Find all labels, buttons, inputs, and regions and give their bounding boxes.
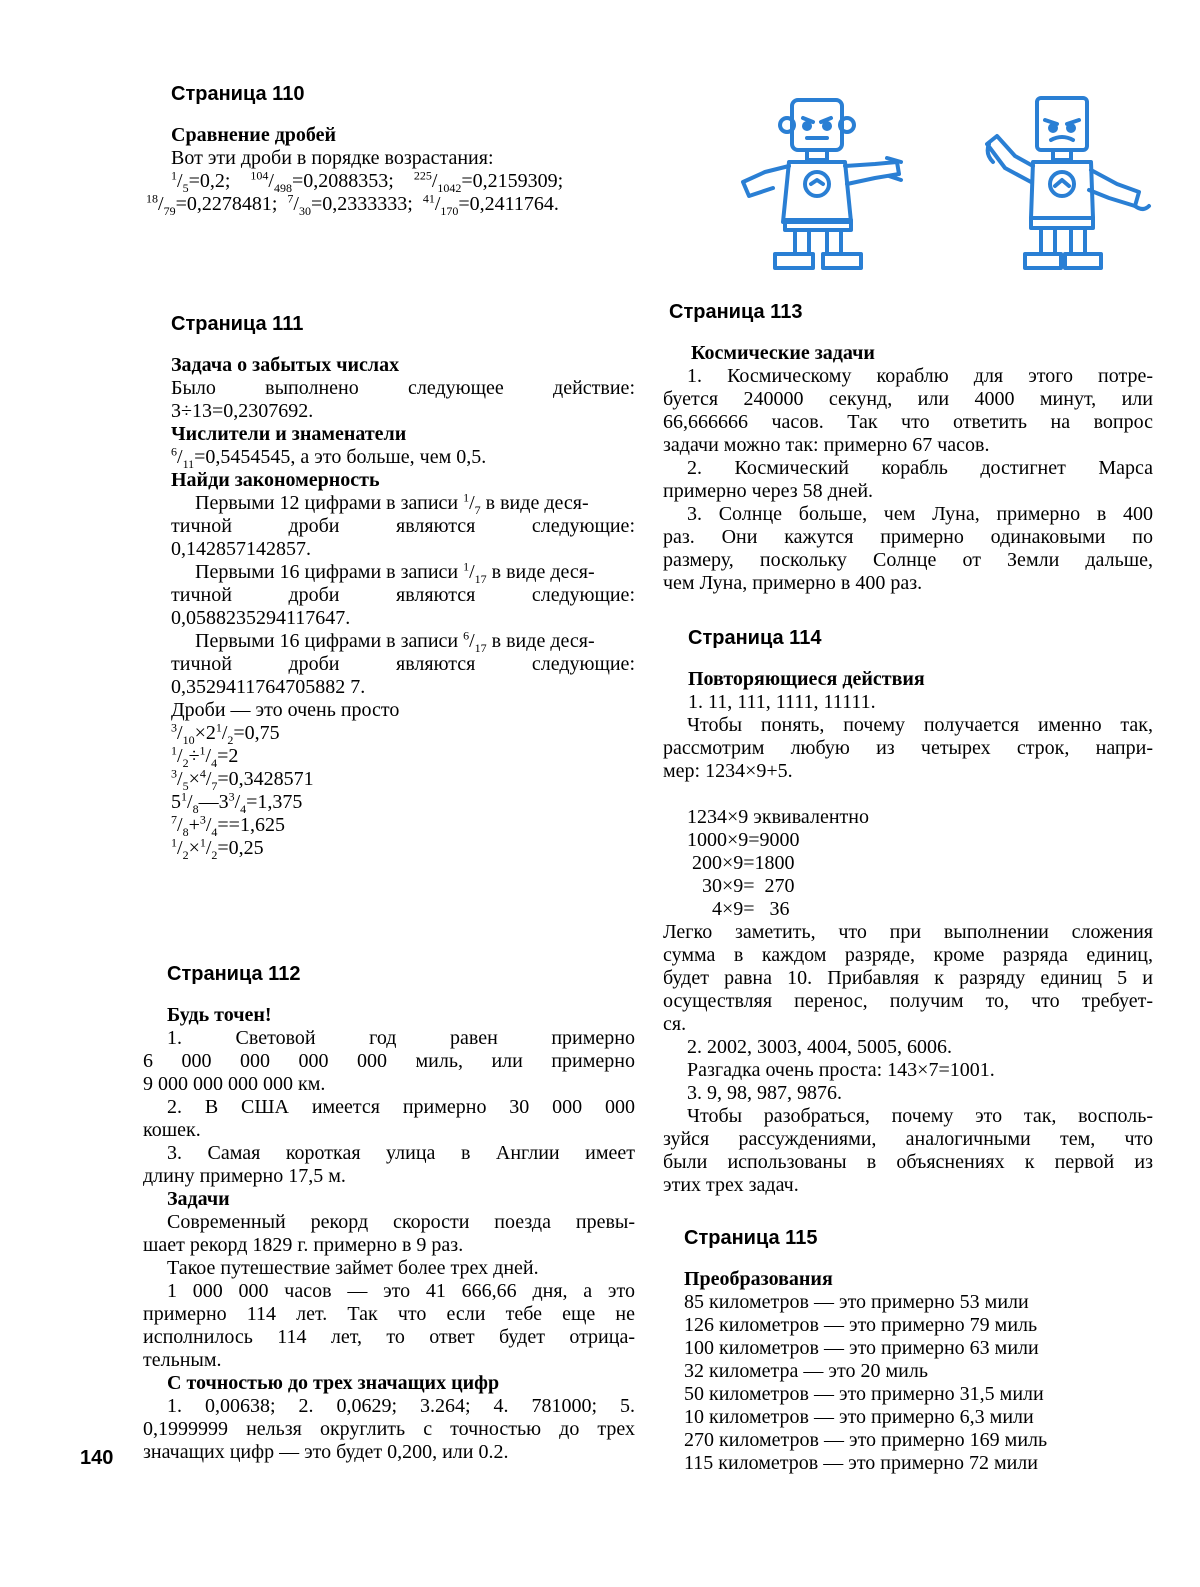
page-114-r3d: осуществляя перенос, получим то, что требует- xyxy=(663,990,1153,1012)
page-111-text-1b: 3÷13=0,2307692. xyxy=(171,400,314,422)
page-113-subheading: Космические задачи xyxy=(691,342,875,364)
page-112-task-3c: исполнилось 114 лет, то ответ будет отрица- xyxy=(143,1326,635,1348)
page-110-subheading: Сравнение дробей xyxy=(171,124,337,146)
fraction-line-1: $^1/_5=0,2$; $^{104}/_{498}=0,2088353$; $^{225}/_{1042}=0,2159309$; xyxy=(171,168,564,195)
section-page-112 xyxy=(143,962,635,1464)
robot-illustration-left xyxy=(735,92,905,274)
page-112-heading: Страница 112 xyxy=(167,963,301,985)
pattern-1-line-3: 0,142857142857. xyxy=(171,538,311,560)
page-112-item-3a: 3. Самая короткая улица в Англии имеет xyxy=(167,1142,635,1164)
list-item: 100 километров — это примерно 63 мили xyxy=(684,1337,1039,1359)
left-column xyxy=(143,82,635,1463)
page-112-subheading-3: С точностью до трех значащих цифр xyxy=(167,1372,500,1394)
page-111-subheading-4: Дроби — это очень просто xyxy=(171,699,400,721)
page-113-task-1d: задачи можно так: примерно 67 часов. xyxy=(663,434,990,456)
page-112-task-2: Такое путешествие займет более трех дней. xyxy=(167,1257,539,1279)
page-112-item-2b: кошек. xyxy=(143,1119,201,1141)
page-110-heading: Страница 110 xyxy=(171,83,305,105)
list-item: 126 километров — это примерно 79 миль xyxy=(684,1314,1038,1336)
fraction-line-2: $^{18}/_{79}=0,2278481$; $^7/_{30}=0,2333333$; $^{41}/_{170}=0,2411764$. xyxy=(146,191,559,218)
list-item: 85 километров — это примерно 53 мили xyxy=(684,1291,1029,1313)
page-112-task-1a: Современный рекорд скорости поезда превы- xyxy=(167,1211,635,1233)
page-113-task-3a: 3. Солнце больше, чем Луна, примерно в 400 xyxy=(687,503,1153,525)
page-114-subheading: Повторяющиеся действия xyxy=(688,668,925,690)
page-111-subheading-2: Числители и знаменатели xyxy=(171,423,407,445)
page-114-r1: 1. 11, 111, 1111, 11111. xyxy=(688,691,876,713)
page-114-r2c: мер: 1234×9+5. xyxy=(663,760,793,782)
calc-line-4: 4×9= 36 xyxy=(687,898,790,920)
section-page-113 xyxy=(663,300,1153,595)
pattern-2-line-1: Первыми 16 цифрами в записи $^1/_{17}$ в виде деся- xyxy=(195,559,595,586)
page-112-subheading-2: Задачи xyxy=(167,1188,230,1210)
page-113-task-2a: 2. Космический корабль достигнет Марса xyxy=(687,457,1153,479)
right-column xyxy=(663,300,1153,1474)
section-page-115 xyxy=(663,1226,1153,1475)
section-page-111 xyxy=(171,312,635,860)
page-114-r7c: были использованы в объяснениях к первой из xyxy=(663,1151,1153,1173)
page-113-task-3b: раз. Они кажутся примерно одинаковыми по xyxy=(663,526,1153,548)
page-114-r2b: рассмотрим любую из четырех строк, напри- xyxy=(663,737,1153,759)
page-112-task-1b: шает рекорд 1829 г. примерно в 9 раз. xyxy=(143,1234,464,1256)
robot-illustration-right xyxy=(985,92,1155,274)
page-113-task-2b: примерно через 58 дней. xyxy=(663,480,874,502)
page-114-r3b: сумма в каждом разряде, кроме разряда единиц, xyxy=(663,944,1153,966)
page-112-sig-1a: 1. 0,00638; 2. 0,0629; 3.264; 4. 781000; 5. xyxy=(167,1395,635,1417)
page-114-r7b: зуйся рассуждениями, аналогичными тем, что xyxy=(663,1128,1153,1150)
page-114-heading: Страница 114 xyxy=(688,627,822,649)
page-110-intro: Вот эти дроби в порядке возрастания: xyxy=(171,147,494,169)
page-111-subheading-3: Найди закономерность xyxy=(171,469,380,491)
page-114-r3c: будет равна 10. Прибавляя к разряду единиц 5 и xyxy=(663,967,1153,989)
operation-2: $^1/_2\div^1/_4=2$ xyxy=(171,743,239,770)
page-112-subheading-1: Будь точен! xyxy=(167,1004,272,1026)
section-page-110 xyxy=(143,82,635,170)
list-item: 32 километра — это 20 миль xyxy=(684,1360,928,1382)
page-113-heading: Страница 113 xyxy=(669,301,803,323)
page-111-text-2: $^6/_{11}=0,5454545$, а это больше, чем 0,5. xyxy=(171,444,487,471)
page-111-text-1a: Было выполнено следующее действие: xyxy=(171,377,635,399)
page-113-task-1a: 1. Космическому кораблю для этого потре- xyxy=(687,365,1153,387)
page-111-subheading-1: Задача о забытых числах xyxy=(171,354,400,376)
page-115-heading: Страница 115 xyxy=(684,1227,818,1249)
page-112-sig-1b: 0,1999999 нельзя округлить с точностью до трех xyxy=(143,1418,635,1440)
pattern-2-line-2: тичной дроби являются следующие: xyxy=(171,584,635,606)
operation-6: $^1/_2\times^1/_2=0,25$ xyxy=(171,835,264,862)
operation-1: $^3/_{10}\times 2^1/_2=0,75$ xyxy=(171,720,280,747)
pattern-1-line-2: тичной дроби являются следующие: xyxy=(171,515,635,537)
page-111-heading: Страница 111 xyxy=(171,313,304,335)
page-number: 140 xyxy=(80,1447,114,1469)
calc-line-2: 200×9=1800 xyxy=(687,852,795,874)
page-113-task-1b: буется 240000 секунд, или 4000 минут, или xyxy=(663,388,1153,410)
page-112-item-1b: 6 000 000 000 000 миль, или примерно xyxy=(143,1050,635,1072)
calc-line-0: 1234×9 эквивалентно xyxy=(687,806,869,828)
list-item: 10 километров — это примерно 6,3 мили xyxy=(684,1406,1034,1428)
page-114-r3e: ся. xyxy=(663,1013,687,1035)
list-item: 50 километров — это примерно 31,5 мили xyxy=(684,1383,1044,1405)
page-114-r3a: Легко заметить, что при выполнении сложения xyxy=(663,921,1153,943)
page-115-subheading: Преобразования xyxy=(684,1268,833,1290)
page-112-task-3a: 1 000 000 часов — это 41 666,66 дня, а это xyxy=(167,1280,635,1302)
section-page-114 xyxy=(663,626,1153,1197)
page-112-item-2a: 2. В США имеется примерно 30 000 000 xyxy=(167,1096,635,1118)
operation-5: $^7/_8+^3/_4==1,625$ xyxy=(171,812,285,839)
page-113-task-1c: 66,666666 часов. Так что ответить на вопрос xyxy=(663,411,1153,433)
calc-line-3: 30×9= 270 xyxy=(687,875,795,897)
pattern-3-line-2: тичной дроби являются следующие: xyxy=(171,653,635,675)
page-112-item-1c: 9 000 000 000 000 км. xyxy=(143,1073,326,1095)
page-114-r7d: этих трех задач. xyxy=(663,1174,799,1196)
page-114-r7a: Чтобы разобраться, почему это так, восполь- xyxy=(687,1105,1153,1127)
page-114-r4: 2. 2002, 3003, 4004, 5005, 6006. xyxy=(687,1036,952,1058)
list-item: 270 километров — это примерно 169 миль xyxy=(684,1429,1048,1451)
operation-3: $^3/_5\times^4/_7=0,3428571$ xyxy=(171,766,314,793)
page-114-r2a: Чтобы понять, почему получается именно так, xyxy=(687,714,1153,736)
page-113-task-3d: чем Луна, примерно в 400 раз. xyxy=(663,572,923,594)
calc-line-1: 1000×9=9000 xyxy=(687,829,800,851)
operation-4: $5^1/_8—3^3/_4=1,375$ xyxy=(171,789,303,816)
pattern-1-line-1: Первыми 12 цифрами в записи $^1/_7$ в виде деся- xyxy=(195,490,589,517)
pattern-2-line-3: 0,0588235294117647. xyxy=(171,607,351,629)
page-114-r5: Разгадка очень проста: 143×7=1001. xyxy=(687,1059,995,1081)
page-112-item-1a: 1. Световой год равен примерно xyxy=(167,1027,635,1049)
page-112-task-3d: тельным. xyxy=(143,1349,222,1371)
page-113-task-3c: размеру, поскольку Солнце от Земли дальше, xyxy=(663,549,1153,571)
conversion-list xyxy=(663,1291,1153,1475)
list-item: 115 километров — это примерно 72 мили xyxy=(684,1452,1038,1474)
page-112-item-3b: длину примерно 17,5 м. xyxy=(143,1165,346,1187)
pattern-3-line-1: Первыми 16 цифрами в записи $^6/_{17}$ в виде деся- xyxy=(195,628,595,655)
pattern-3-line-3: 0,3529411764705882 7. xyxy=(171,676,366,698)
page-112-sig-1c: значащих цифр — это будет 0,200, или 0.2. xyxy=(143,1441,509,1463)
page-112-task-3b: примерно 114 лет. Так что если тебе еще не xyxy=(143,1303,635,1325)
page-114-r6: 3. 9, 98, 987, 9876. xyxy=(687,1082,842,1104)
